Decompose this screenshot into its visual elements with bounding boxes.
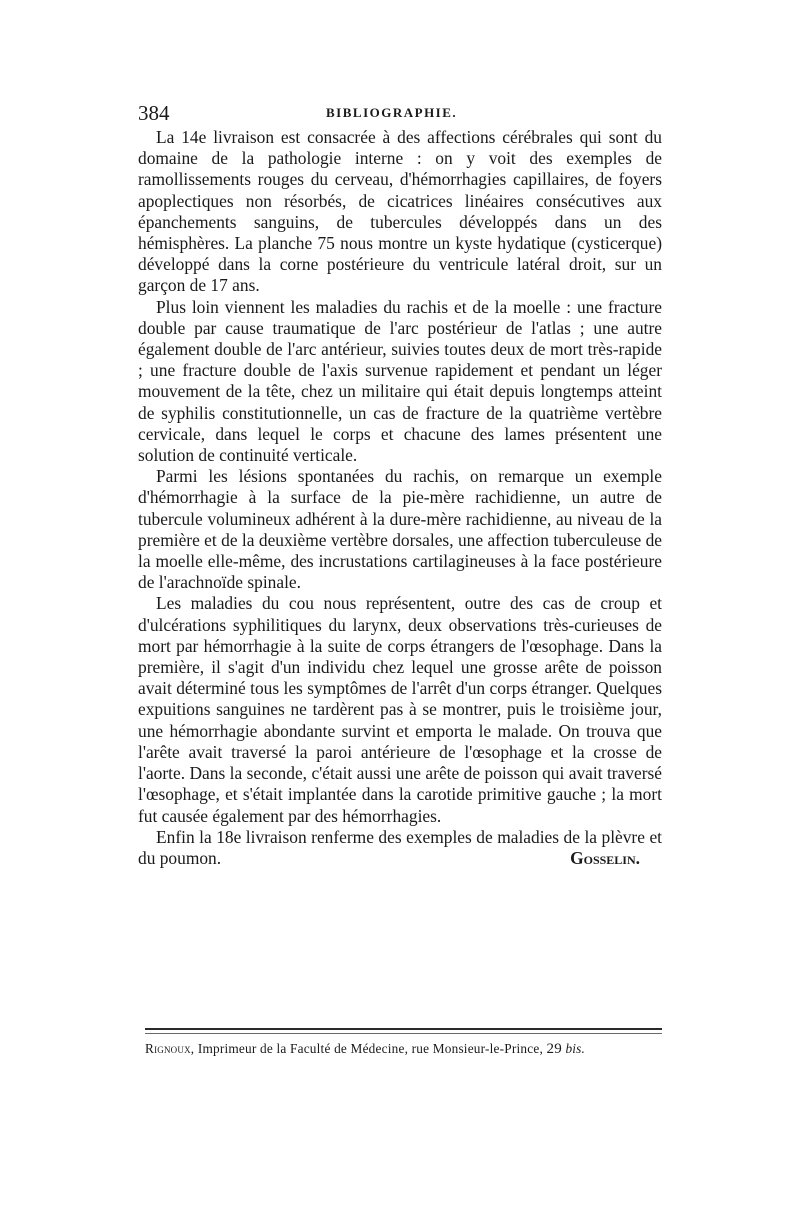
author-signature: Gosselin. <box>570 847 640 868</box>
paragraph-neck-diseases: Les maladies du cou nous représentent, outre des cas de croup et d'ulcérations syphilitiques du larynx, deux observations très-curieuses de mort par hémorrhagie à la suite de corps étrangers de l'œsophage. Dans la première, il s'agit d'un individu chez lequel une grosse arête de poisson avait déterminé tous les symptômes de l'arrêt d'un corps étranger. Quelques expuitions sanguines ne tardèrent pas à se montrer, puis le troisième jour, une hémorrhagie abondante survint et emporta le malade. On trouva que l'arête avait traversé la paroi antérieure de l'œsophage et la crosse de l'aorte. Dans la seconde, c'était aussi une arête de poisson qui avait traversé l'œsophage, et s'était implantée dans la carotide primitive gauche ; la mort fut causée également par des hémorrhagies. <box>138 593 662 826</box>
footer-rule-thin <box>145 1033 662 1034</box>
footer-rule <box>145 1028 662 1034</box>
printer-imprint <box>145 1040 675 1058</box>
printer-name: Rignoux, <box>145 1041 195 1056</box>
footer-rule-thick <box>145 1028 662 1030</box>
paragraph-spontaneous-lesions: Parmi les lésions spontanées du rachis, on remarque un exemple d'hémorrhagie à la surface de la pie-mère rachidienne, un autre de tubercule volumineux adhérent à la dure-mère rachidienne, au niveau de la première et de la deuxième vertèbre dorsales, une affection tuberculeuse de la moelle elle-même, des incrustations cartilagineuses à la face postérieure de l'arachnoïde spinale. <box>138 466 662 593</box>
final-paragraph-text: Enfin la 18e livraison renferme des exemples de maladies de la plèvre et du poumon. <box>138 826 662 868</box>
printer-address: Imprimeur de la Faculté de Médecine, rue Monsieur-le-Prince, <box>197 1041 543 1056</box>
body-text <box>138 127 662 869</box>
running-title: BIBLIOGRAPHIE. <box>326 105 458 120</box>
paragraph-cerebral-affections: La 14e livraison est consacrée à des affections cérébrales qui sont du domaine de la pathologie interne : on y voit des exemples de ramollissements rouges du cerveau, d'hémorrhagies capillaires, de foyers apoplectiques non résorbés, de cicatrices linéaires consécutives aux épanchements sanguins, de tubercules développés dans un des hémisphères. La planche 75 nous montre un kyste hydatique (cysticerque) développé dans la corne postérieure du ventricule latéral droit, sur un garçon de 17 ans. <box>138 127 662 296</box>
page-number: 384 <box>138 101 170 125</box>
street-number-suffix: bis. <box>565 1041 586 1056</box>
paragraph-final <box>138 827 662 869</box>
street-number: 29 <box>546 1041 562 1057</box>
running-head <box>138 100 662 126</box>
paragraph-spine-fractures: Plus loin viennent les maladies du rachis et de la moelle : une fracture double par cause traumatique de l'arc postérieur de l'atlas ; une autre également double de l'arc antérieur, suivies toutes deux de mort très-rapide ; une fracture double de l'axis survenue rapidement et pendant un léger mouvement de la tête, chez un militaire qui était depuis longtemps atteint de syphilis constitutionnelle, un cas de fracture de la quatrième vertèbre cervicale, dans lequel le corps et chacune des lames présentent une solution de continuité verticale. <box>138 296 662 466</box>
